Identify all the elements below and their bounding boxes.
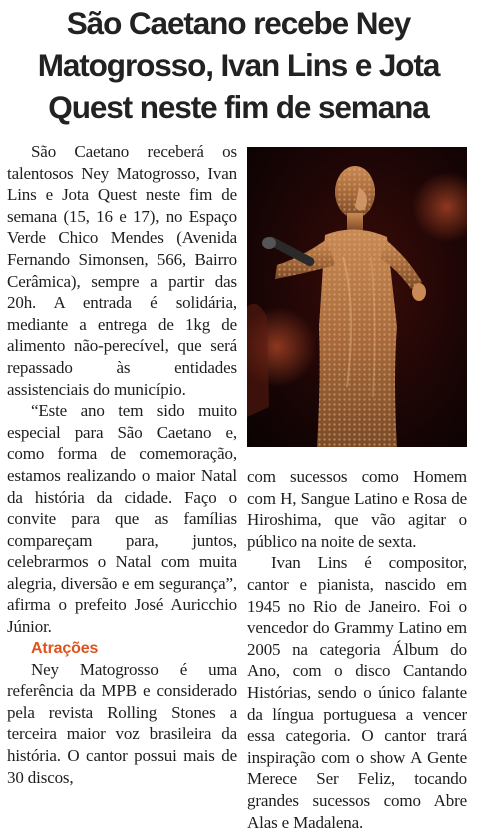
article-headline: São Caetano recebe Ney Matogrosso, Ivan Lins e Jota Quest neste fim de semana [37, 5, 440, 125]
paragraph-quote: “Este ano tem sido muito especial para São Caetano e, como forma de comemoração, estamos realizando o maior Natal da história da cidade. Faço o convite para que as famílias compareçam para, juntos, celebrarmos o Natal com muita alegria, diversão e em segurança”, afirma o prefeito José Auricchio Júnior. [7, 401, 237, 637]
text-column-right [247, 466, 467, 833]
text-column-left [7, 141, 237, 788]
paragraph-ney: Ney Matogrosso é uma referência da MPB e considerado pela revista Rolling Stones a terceira maior voz brasileira da história. O cantor possui mais de 30 discos, [7, 659, 237, 787]
paragraph-ney-continued: com sucessos como Homem com H, Sangue Latino e Rosa de Hiroshima, que vão agitar o público na noite de sexta. [247, 467, 467, 551]
subheading-atracoes: Atrações [31, 639, 99, 657]
paragraph-intro: São Caetano receberá os talentosos Ney Matogrosso, Ivan Lins e Jota Quest neste fim de semana (15, 16 e 17), no Espaço Verde Chico Mendes (Avenida Fernando Simonsen, 566, Bairro Cerâmica), sempre a partir das 20h. A entrada é solidária, mediante a entrega de 1kg de alimento não-perecível, que será repassado às entidades assistenciais do município. [7, 142, 237, 399]
singer-photo [247, 147, 467, 447]
paragraph-ivan: Ivan Lins é compositor, cantor e pianista, nascido em 1945 no Rio de Janeiro. Foi o vencedor do Grammy Latino em 2005 na categoria Álbum do Ano, com o disco Cantando Histórias, sendo o único falante da língua portuguesa a vencer essa categoria. O cantor trará inspiração com o show A Gente Merece Ser Feliz, tocando grandes sucessos como Abre Alas e Madalena. [247, 553, 467, 832]
